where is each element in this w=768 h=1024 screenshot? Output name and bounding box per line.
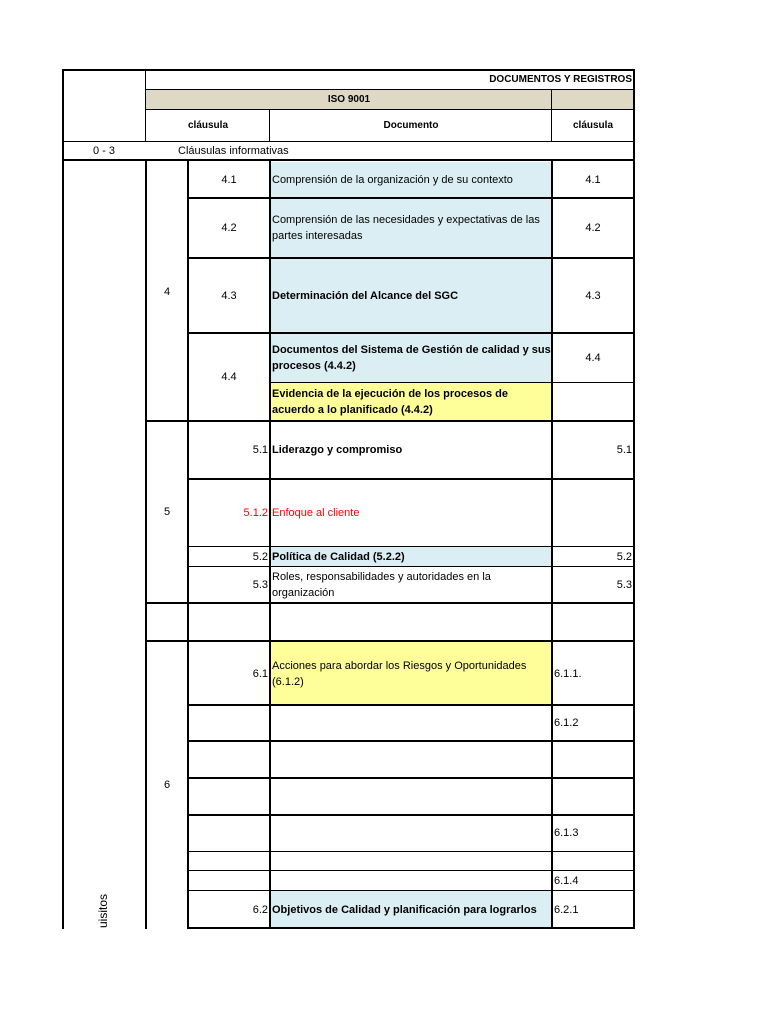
doc-5-1: Liderazgo y compromiso	[272, 444, 403, 456]
hline	[146, 420, 634, 422]
clause-6-2: 6.2	[252, 903, 268, 916]
vline	[269, 109, 270, 142]
ref-6-1-1: 6.1.1.	[554, 667, 582, 680]
iso-header-fill-right	[552, 90, 634, 110]
clause-4-4: 4.4	[221, 371, 237, 383]
clause-5-2: 5.2	[252, 551, 268, 563]
top-title: DOCUMENTOS Y REGISTROS	[489, 74, 632, 85]
hline	[146, 109, 634, 110]
col-clausula: cláusula	[187, 120, 229, 131]
hline	[188, 927, 634, 929]
clause-5-1: 5.1	[252, 444, 268, 456]
hline	[188, 814, 634, 816]
hline	[62, 141, 634, 142]
group-5: 5	[163, 506, 171, 518]
hline	[62, 159, 634, 161]
hline	[146, 602, 634, 604]
clause-4-1: 4.1	[221, 174, 237, 186]
hline	[270, 382, 634, 383]
clause-5-1-2: 5.1.2	[243, 507, 268, 519]
col-documento: Documento	[383, 120, 439, 131]
intro-label: Cláusulas informativas	[178, 145, 289, 157]
iso-label: ISO 9001	[327, 94, 371, 105]
ref-5-2: 5.2	[616, 551, 632, 563]
ref-4-4: 4.4	[585, 352, 601, 364]
ref-6-1-2: 6.1.2	[554, 717, 579, 729]
vline	[62, 69, 64, 929]
hline	[188, 546, 634, 547]
hline	[146, 640, 634, 642]
group-4: 4	[163, 285, 171, 298]
group-6: 6	[163, 779, 171, 791]
side-label: uisitos	[96, 893, 111, 929]
hline	[188, 851, 634, 852]
ref-4-3: 4.3	[585, 289, 601, 302]
doc-4-2: Comprensión de las necesidades y expectativas de las partes interesadas	[272, 214, 540, 242]
doc-6-1: Acciones para abordar los Riesgos y Oportunidades (6.1.2)	[272, 659, 527, 688]
hline	[188, 566, 634, 567]
ref-6-2-1: 6.2.1	[554, 903, 579, 916]
ref-6-1-3: 6.1.3	[554, 827, 579, 839]
vline	[145, 69, 146, 142]
doc-5-3: Roles, responsabilidades y autoridades en la organización	[272, 571, 491, 599]
hline	[188, 740, 634, 742]
clause-5-3: 5.3	[252, 579, 268, 591]
vline	[551, 160, 553, 929]
col-clausula-right: cláusula	[572, 120, 614, 131]
vline	[145, 160, 147, 929]
doc-5-1-2: Enfoque al cliente	[272, 507, 360, 519]
vline	[633, 69, 635, 929]
doc-4-1: Comprensión de la organización y de su contexto	[272, 174, 513, 186]
doc-5-2: Política de Calidad (5.2.2)	[272, 551, 405, 563]
ref-4-1: 4.1	[585, 174, 601, 186]
ref-5-3: 5.3	[616, 579, 632, 591]
intro-range: 0 - 3	[92, 145, 115, 157]
doc-6-2: Objetivos de Calidad y planificación para lograrlos	[272, 903, 537, 916]
ref-6-1-4: 6.1.4	[554, 875, 579, 887]
hline	[146, 89, 634, 90]
hline	[188, 890, 634, 891]
hline	[188, 704, 634, 706]
clause-4-3: 4.3	[221, 289, 237, 302]
hline	[188, 257, 634, 259]
ref-5-1: 5.1	[616, 444, 632, 456]
doc-4-3: Determinación del Alcance del SGC	[272, 289, 459, 302]
doc-4-4b: Evidencia de la ejecución de los procesos de acuerdo a lo planificado (4.4.2)	[272, 388, 508, 416]
hline	[188, 332, 634, 334]
clause-4-2: 4.2	[221, 222, 237, 234]
hline	[188, 870, 634, 871]
ref-4-2: 4.2	[585, 222, 601, 234]
clause-6-1: 6.1	[252, 667, 268, 680]
hline	[188, 478, 634, 480]
hline	[62, 69, 634, 71]
hline	[188, 777, 634, 779]
vline	[269, 160, 271, 929]
hline	[188, 197, 634, 199]
doc-4-4a: Documentos del Sistema de Gestión de calidad y sus procesos (4.4.2)	[272, 344, 551, 372]
vline	[551, 89, 552, 142]
vline	[187, 160, 189, 929]
